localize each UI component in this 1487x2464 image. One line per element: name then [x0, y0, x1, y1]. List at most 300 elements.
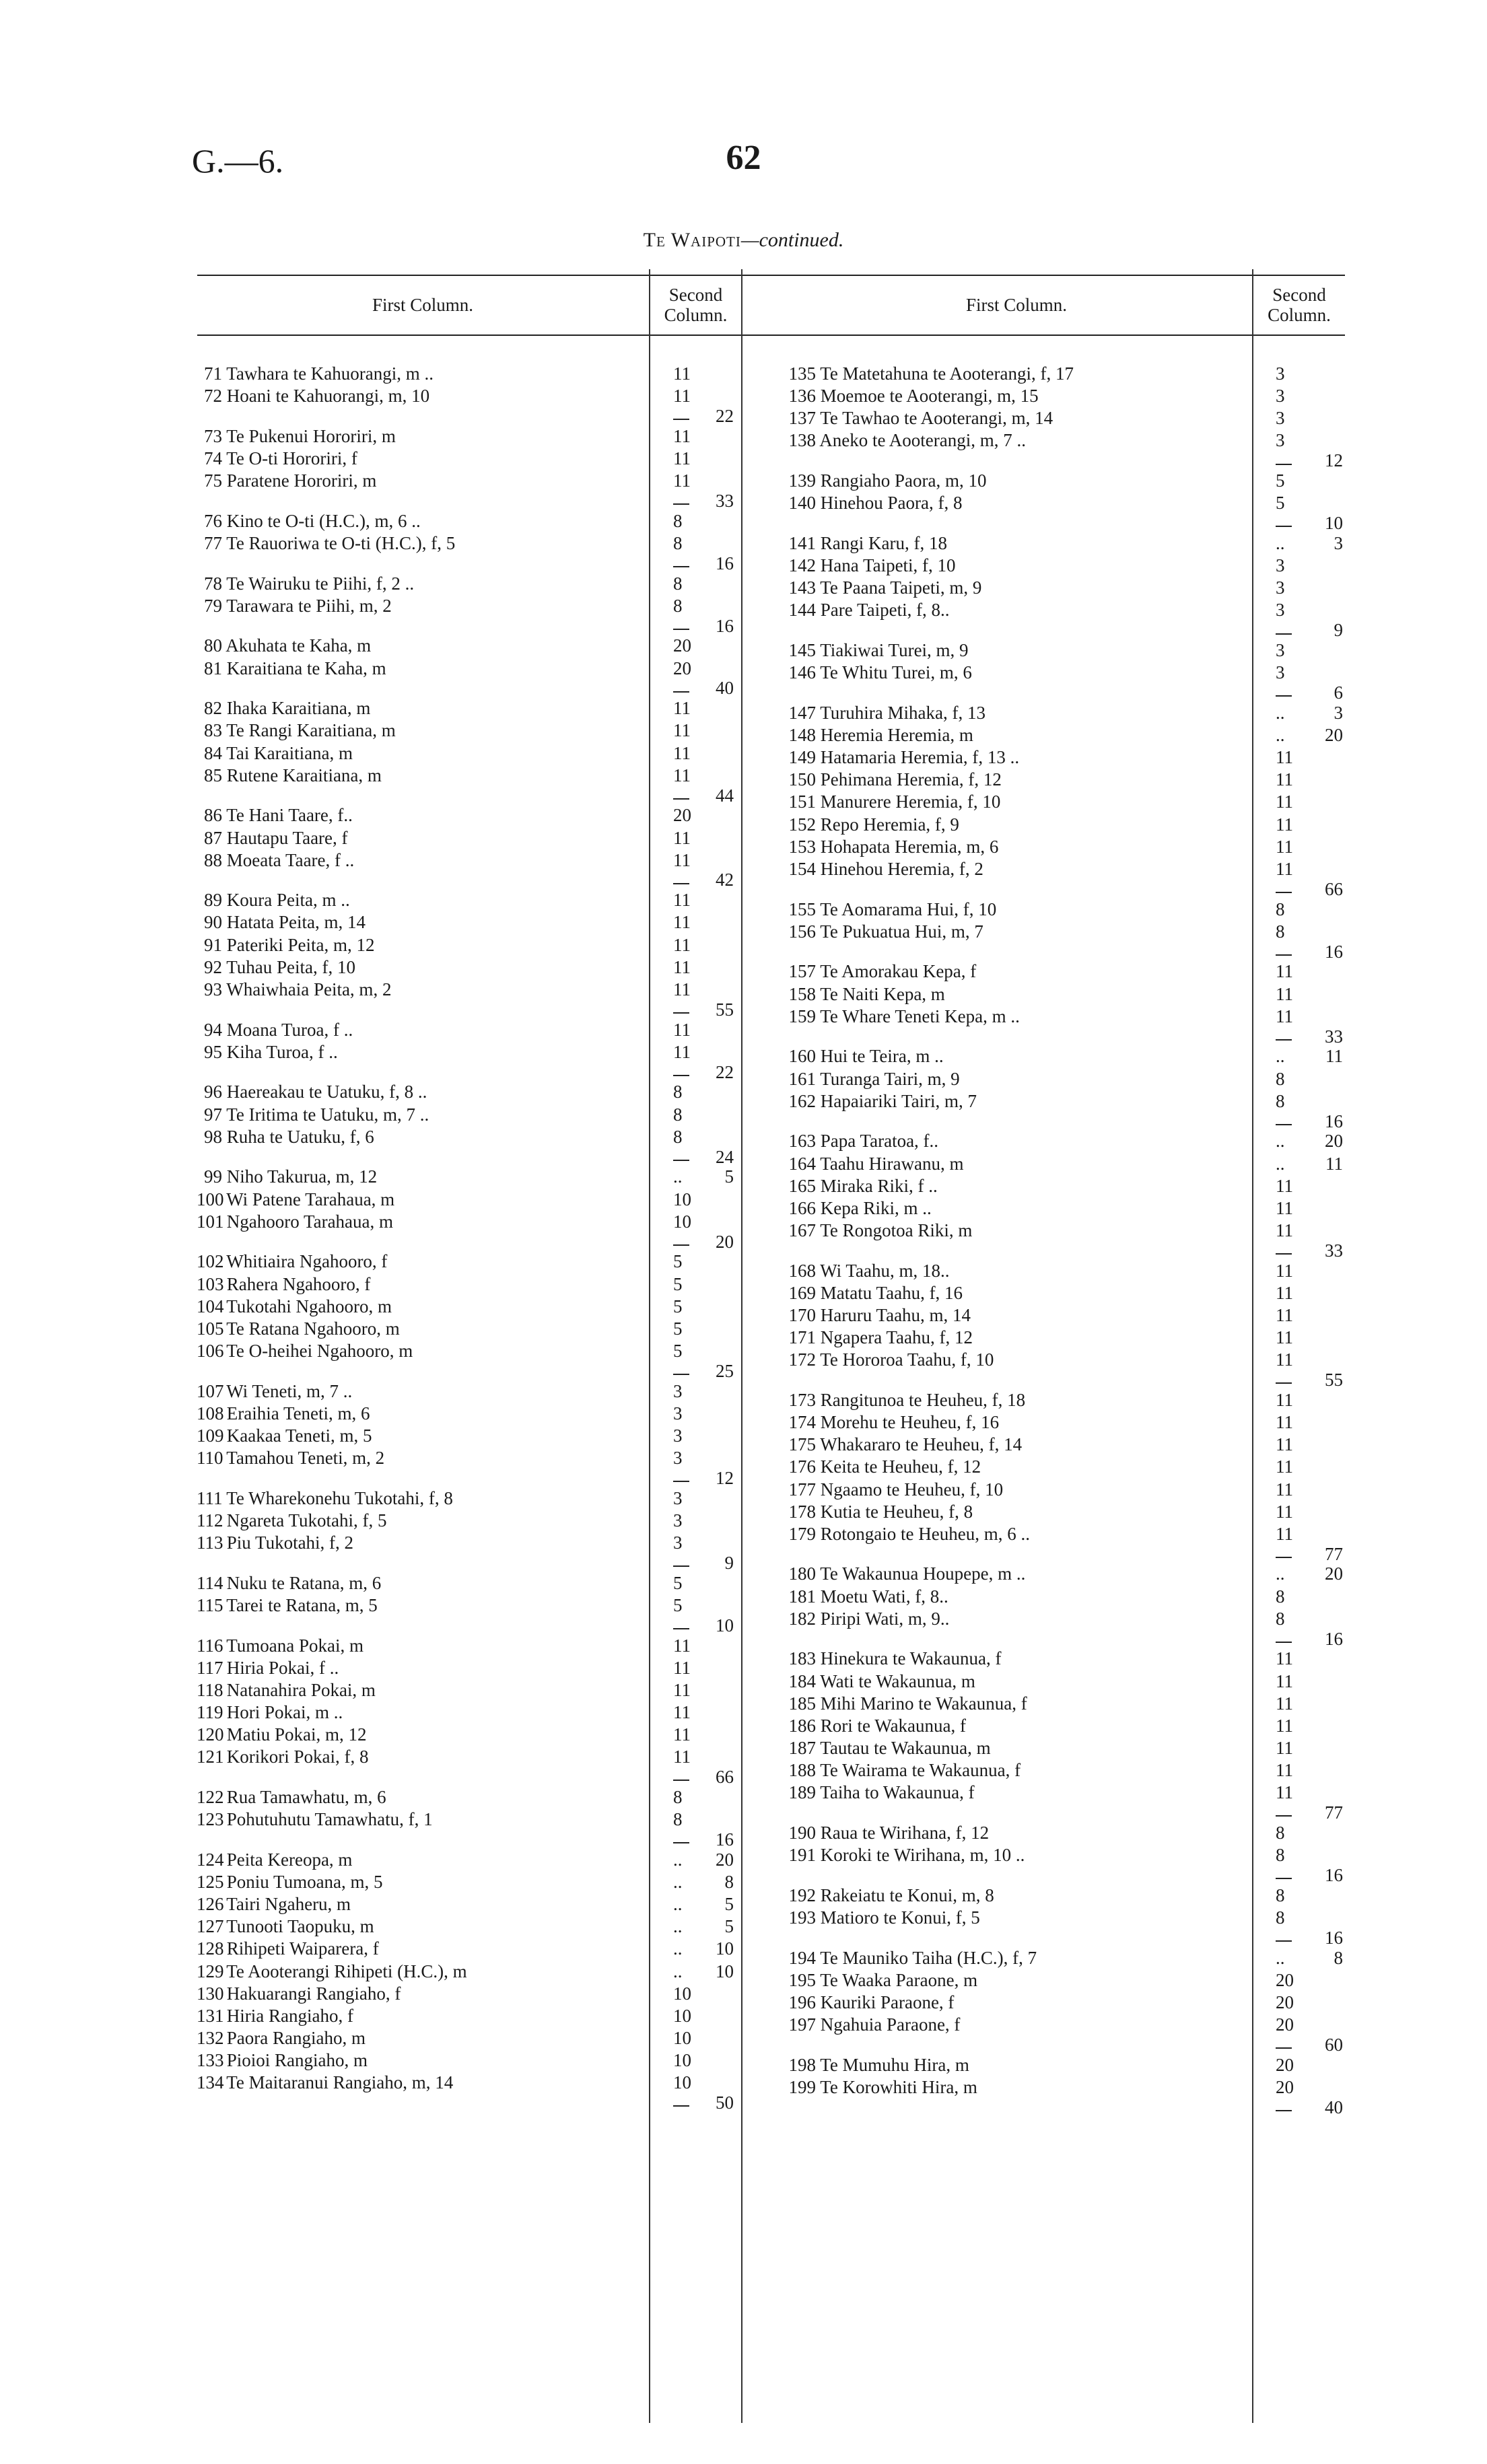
- left-entry-number: 122: [197, 1786, 224, 1807]
- left-entry-number: 87: [204, 827, 222, 848]
- left-second-column-value: ..: [673, 1894, 683, 1915]
- right-entry-number: 137: [788, 408, 816, 429]
- left-second-column-value: 11: [673, 912, 691, 933]
- right-entry-person: Ngapera Taahu, f, 12: [816, 1327, 973, 1348]
- left-subtotal: 10: [716, 1615, 734, 1635]
- right-entry-name: [781, 1305, 1185, 1326]
- right-entry-person: Te Naiti Kepa, m: [816, 983, 945, 1004]
- left-entry-number: 88: [204, 849, 222, 870]
- left-entry-number: 86: [204, 805, 222, 826]
- page-header: [0, 141, 1487, 195]
- left-second-column-value: 10: [673, 2005, 691, 2026]
- right-entry-name: [781, 430, 1185, 451]
- left-second-column-value: 5: [673, 1251, 683, 1272]
- left-second-column-value: ..: [673, 1166, 683, 1187]
- right-entry-number: 172: [788, 1349, 816, 1370]
- right-entry-number: 197: [788, 2014, 816, 2035]
- left-entry-person: Moana Turoa, f ..: [222, 1019, 353, 1040]
- right-entry-name: [781, 1069, 1185, 1090]
- left-entry-person: Koura Peita, m ..: [222, 890, 350, 911]
- left-entry-number: 128: [197, 1938, 224, 1959]
- right-entry-person: Heremia Heremia, m: [816, 725, 973, 746]
- left-entry-person: Tairi Ngaheru, m: [222, 1894, 351, 1915]
- left-subtotal: 25: [716, 1360, 734, 1381]
- left-entry-person: Te Hani Taare, f..: [222, 805, 353, 826]
- left-entry-number: 134: [197, 2072, 224, 2093]
- right-second-column-value: 11: [1276, 1434, 1293, 1455]
- left-entry-person: Matiu Pokai, m, 12: [222, 1724, 367, 1745]
- right-entry-person: Hinehou Heremia, f, 2: [816, 858, 983, 879]
- right-entry-person: Wi Taahu, m, 18..: [816, 1260, 950, 1281]
- right-second-column-value: 11: [1276, 1715, 1293, 1736]
- left-entry-number: 120: [197, 1724, 224, 1745]
- right-entry-row: [0, 1693, 1487, 1714]
- right-entry-row: [0, 747, 1487, 768]
- right-entry-row: [0, 363, 1487, 384]
- right-entry-number: 178: [788, 1501, 816, 1522]
- right-entry-name: [781, 1261, 1185, 1281]
- right-entry-name: [781, 1524, 1185, 1545]
- right-entry-number: 165: [788, 1175, 816, 1196]
- right-second-column-value: 8: [1276, 921, 1285, 942]
- right-entry-name: [781, 984, 1185, 1005]
- left-subtotal: 20: [716, 1231, 734, 1252]
- left-entry-number: 123: [197, 1809, 224, 1830]
- left-second-column-value: 10: [673, 2072, 691, 2093]
- left-entry-number: 126: [197, 1894, 224, 1915]
- left-subtotal-rule: [673, 1244, 689, 1246]
- left-entry-number: 75: [204, 470, 222, 491]
- right-second-column-value: 11: [1276, 1670, 1293, 1691]
- right-entry-number: 159: [788, 1006, 816, 1026]
- left-subtotal: 9: [724, 1552, 734, 1573]
- right-entry-name: [781, 555, 1185, 576]
- left-subtotal: 16: [716, 1829, 734, 1850]
- right-second-column-value: 11: [1276, 1260, 1293, 1281]
- left-entry-person: Hakuarangi Rangiaho, f: [222, 1983, 401, 2004]
- left-entry-person: Te Pukenui Hororiri, m: [222, 425, 396, 446]
- right-subtotal: 10: [1325, 513, 1343, 534]
- right-entry-name: [781, 1390, 1185, 1411]
- right-entry-number: 196: [788, 1992, 816, 2012]
- left-second-column-value: 3: [673, 1425, 683, 1446]
- right-subtotal-rule: [1276, 526, 1292, 527]
- right-entry-name: [781, 1992, 1185, 2013]
- right-entry-number: 194: [788, 1947, 816, 1968]
- left-entry-person: Hiria Rangiaho, f: [222, 2005, 353, 2026]
- right-entry-name: [781, 1046, 1185, 1067]
- left-entry-person: Hori Pokai, m ..: [222, 1702, 343, 1722]
- left-subtotal: 16: [716, 553, 734, 573]
- right-entry-number: 175: [788, 1434, 816, 1455]
- right-entry-row: [0, 386, 1487, 407]
- left-second-column-value: 8: [673, 1104, 683, 1125]
- left-entry-person: Te Maitaranui Rangiaho, m, 14: [222, 2072, 454, 2093]
- right-entry-number: 140: [788, 493, 816, 514]
- right-entry-number: 187: [788, 1738, 816, 1759]
- right-second-column-value: 11: [1276, 1327, 1293, 1348]
- right-entry-row: [0, 1671, 1487, 1692]
- left-second-column-value: 8: [673, 573, 683, 594]
- right-second-column-value: 3: [1276, 600, 1285, 621]
- left-second-column-value: 10: [673, 1983, 691, 2004]
- right-second-column-value: 8: [1276, 1907, 1285, 1928]
- left-second-column-value: 8: [673, 1082, 683, 1102]
- left-entry-person: Hoani te Kahuorangi, m, 10: [222, 386, 430, 407]
- right-second-column-value: 11: [1276, 1456, 1293, 1477]
- left-second-col-line2: Column.: [664, 305, 728, 325]
- right-entry-row: [0, 1586, 1487, 1607]
- right-second-column-value: 11: [1276, 1282, 1293, 1303]
- right-entry-person: Manurere Heremia, f, 10: [816, 791, 1001, 812]
- right-entry-name: [781, 662, 1185, 683]
- right-entry-number: 177: [788, 1479, 816, 1500]
- right-entry-number: 171: [788, 1327, 816, 1348]
- left-entry-number: 127: [197, 1916, 224, 1937]
- right-entry-person: Te Hororoa Taahu, f, 10: [816, 1349, 994, 1370]
- right-entry-person: Haruru Taahu, m, 14: [816, 1304, 971, 1325]
- left-entry-number: 77: [204, 532, 222, 553]
- left-second-column-value: 11: [673, 742, 691, 763]
- left-second-column-value: 11: [673, 425, 691, 446]
- right-entry-row: [0, 899, 1487, 920]
- right-second-column-value: 20: [1276, 2054, 1294, 2075]
- right-second-column-value: ..: [1276, 532, 1285, 553]
- right-second-column-value: 11: [1276, 769, 1293, 790]
- right-entry-person: Te Paana Taipeti, m, 9: [816, 577, 982, 598]
- left-entry-person: Te O-heihei Ngahooro, m: [222, 1340, 413, 1361]
- right-entry-person: Te Waaka Paraone, m: [816, 1969, 978, 1990]
- right-entry-name: [781, 640, 1185, 661]
- right-entry-person: Te Amorakau Kepa, f: [816, 961, 977, 982]
- left-second-column-value: 11: [673, 1635, 691, 1656]
- left-entry-name: [197, 511, 614, 532]
- right-entry-person: Turuhira Mihaka, f, 13: [816, 702, 985, 723]
- right-entry-number: 170: [788, 1304, 816, 1325]
- right-entry-number: 157: [788, 961, 816, 982]
- right-second-column-value: 3: [1276, 408, 1285, 429]
- right-entry-row: [0, 769, 1487, 790]
- right-subtotal: 33: [1325, 1026, 1343, 1047]
- right-entry-person: Te Mauniko Taiha (H.C.), f, 7: [816, 1947, 1037, 1968]
- left-entry-number: 115: [197, 1594, 223, 1615]
- left-second-column-value: ..: [673, 1849, 683, 1870]
- left-entry-number: 130: [197, 1983, 224, 2004]
- right-second-column-value: 11: [1276, 1389, 1293, 1410]
- right-entry-row: [0, 470, 1487, 491]
- right-entry-name: [781, 725, 1185, 746]
- right-entry-person: Matatu Taahu, f, 16: [816, 1282, 963, 1303]
- right-subtotal: 55: [1325, 1370, 1343, 1391]
- left-entry-person: Ihaka Karaitiana, m: [222, 698, 371, 719]
- right-subtotal: 20: [1325, 1131, 1343, 1152]
- right-second-column-value: 8: [1276, 1885, 1285, 1905]
- right-entry-number: 153: [788, 836, 816, 857]
- left-entry-person: Tuhau Peita, f, 10: [222, 956, 356, 977]
- left-entry-person: Whaiwhaia Peita, m, 2: [222, 979, 392, 999]
- right-entry-number: 150: [788, 769, 816, 790]
- right-second-column-value: 3: [1276, 577, 1285, 598]
- left-entry-person: Wi Patene Tarahaua, m: [222, 1189, 395, 1209]
- left-entry-person: Te Rauoriwa te O-ti (H.C.), f, 5: [222, 532, 456, 553]
- page-number: 62: [726, 139, 761, 177]
- right-entry-person: Rori te Wakaunua, f: [816, 1715, 967, 1736]
- left-entry-number: 131: [197, 2005, 224, 2026]
- left-entry-person: Te Ratana Ngahooro, m: [222, 1318, 400, 1339]
- left-entry-number: 95: [204, 1041, 222, 1062]
- right-entry-name: [781, 1479, 1185, 1500]
- right-entry-person: Ngaamo te Heuheu, f, 10: [816, 1479, 1004, 1500]
- left-second-column-value: 3: [673, 1510, 683, 1530]
- right-second-column-value: 8: [1276, 1068, 1285, 1089]
- right-entry-person: Matioro te Konui, f, 5: [816, 1907, 980, 1928]
- right-entry-row: [0, 1502, 1487, 1522]
- right-entry-row: [0, 1131, 1487, 1152]
- left-subtotal: 16: [716, 615, 734, 636]
- right-entry-number: 164: [788, 1153, 816, 1174]
- left-entry-person: Haereakau te Uatuku, f, 8 ..: [222, 1082, 427, 1102]
- right-subtotal: 77: [1325, 1543, 1343, 1564]
- right-entry-row: [0, 1907, 1487, 1948]
- right-entry-person: Hana Taipeti, f, 10: [816, 555, 956, 576]
- left-second-col-line1: Second: [668, 285, 723, 305]
- right-entry-person: Kepa Riki, m ..: [816, 1197, 932, 1218]
- left-second-column-value: 3: [673, 1487, 683, 1508]
- right-entry-number: 155: [788, 899, 816, 919]
- left-entry-number: 121: [197, 1747, 224, 1767]
- left-second-column-value: 11: [673, 386, 691, 407]
- left-entry-person: Tawhara te Kahuorangi, m ..: [222, 363, 434, 384]
- left-second-column-value: 20: [673, 805, 691, 826]
- left-entry-person: Te Iritima te Uatuku, m, 7 ..: [222, 1104, 429, 1125]
- right-entry-row: [0, 814, 1487, 835]
- left-first-column-header: First Column.: [372, 295, 474, 315]
- left-entry-number: 111: [197, 1487, 223, 1508]
- left-entry-person: Wi Teneti, m, 7 ..: [222, 1380, 353, 1401]
- table-title-name: Te Waipoti: [643, 229, 741, 251]
- left-subtotal: 44: [716, 785, 734, 806]
- right-entry-number: 174: [788, 1412, 816, 1433]
- left-second-column-value: 11: [673, 1679, 691, 1700]
- right-entry-person: Te Wakaunua Houpepe, m ..: [816, 1563, 1026, 1584]
- right-subtotal: 16: [1325, 1111, 1343, 1131]
- right-entry-name: [781, 1845, 1185, 1866]
- right-entry-row: [0, 1648, 1487, 1669]
- right-second-column-value: 11: [1276, 1782, 1293, 1803]
- left-entry-row: [0, 511, 1487, 532]
- left-entry-number: 114: [197, 1572, 223, 1593]
- right-entry-row: [0, 533, 1487, 554]
- right-entry-name: [781, 363, 1185, 384]
- right-entry-row: [0, 1154, 1487, 1174]
- left-second-column-value: 11: [673, 698, 691, 719]
- left-entry-number: 80: [204, 635, 222, 656]
- left-subtotal-rule: [673, 1374, 689, 1375]
- right-entry-row: [0, 405, 1487, 429]
- right-second-column-header: [1253, 276, 1345, 334]
- right-entry-name: [781, 1434, 1185, 1455]
- left-entry-number: 107: [197, 1380, 224, 1401]
- right-entry-row: [0, 961, 1487, 982]
- right-entry-number: 143: [788, 577, 816, 598]
- left-second-column-value: 10: [673, 1211, 691, 1232]
- left-entry-number: 84: [204, 742, 222, 763]
- left-entry-person: Pateriki Peita, m, 12: [222, 934, 375, 955]
- left-entry-number: 98: [204, 1126, 222, 1147]
- right-second-column-value: 5: [1276, 493, 1285, 514]
- right-entry-number: 152: [788, 814, 816, 835]
- left-entry-number: 92: [204, 956, 222, 977]
- right-entry-person: Piripi Wati, m, 9..: [816, 1608, 950, 1629]
- right-entry-row: [0, 1885, 1487, 1906]
- right-entry-number: 193: [788, 1907, 816, 1928]
- right-entry-person: Kutia te Heuheu, f, 8: [816, 1501, 973, 1522]
- right-second-column-value: 11: [1276, 858, 1293, 879]
- left-second-column-value: 11: [673, 765, 691, 785]
- document-code: G.—6.: [192, 142, 284, 180]
- right-entry-number: 167: [788, 1220, 816, 1240]
- right-second-column-value: 8: [1276, 1586, 1285, 1607]
- right-entry-name: [781, 577, 1185, 598]
- left-entry-person: Te Rangi Karaitiana, m: [222, 720, 396, 741]
- left-entry-person: Hautapu Taare, f: [222, 827, 348, 848]
- right-entry-number: 162: [788, 1090, 816, 1111]
- right-subtotal-rule: [1276, 1940, 1292, 1942]
- right-entry-number: 181: [788, 1586, 816, 1607]
- right-entry-number: 168: [788, 1260, 816, 1281]
- right-entry-person: Aneko te Aooterangi, m, 7 ..: [816, 430, 1026, 451]
- right-entry-number: 195: [788, 1969, 816, 1990]
- right-subtotal-rule: [1276, 1815, 1292, 1817]
- right-entry-name: [781, 470, 1185, 491]
- right-entry-person: Pehimana Heremia, f, 12: [816, 769, 1002, 790]
- right-subtotal-rule: [1276, 1253, 1292, 1255]
- right-second-column-value: ..: [1276, 1046, 1285, 1067]
- right-second-column-value: ..: [1276, 725, 1285, 746]
- right-entry-row: [0, 1305, 1487, 1326]
- right-entry-person: Te Korowhiti Hira, m: [816, 2076, 977, 2097]
- right-entry-number: 182: [788, 1608, 816, 1629]
- right-entry-row: [0, 1198, 1487, 1219]
- right-subtotal-rule: [1276, 1124, 1292, 1125]
- right-entry-name: [781, 1671, 1185, 1692]
- right-entry-row: [0, 1412, 1487, 1433]
- right-entry-row: [0, 1970, 1487, 1991]
- right-entry-name: [781, 921, 1185, 942]
- right-second-column-value: 3: [1276, 662, 1285, 683]
- right-entry-person: Rotongaio te Heuheu, m, 6 ..: [816, 1523, 1030, 1544]
- left-entry-person: Nuku te Ratana, m, 6: [222, 1572, 382, 1593]
- right-entry-person: Ngahuia Paraone, f: [816, 2014, 961, 2035]
- left-entry-number: 129: [197, 1961, 224, 1981]
- left-subtotal: 5: [724, 1916, 734, 1937]
- right-entry-name: [781, 1198, 1185, 1219]
- right-entry-row: [0, 1176, 1487, 1197]
- right-entry-name: [781, 1456, 1185, 1477]
- left-subtotal: 5: [724, 1166, 734, 1187]
- right-entry-person: Hatamaria Heremia, f, 13 ..: [816, 747, 1020, 768]
- left-second-column-value: 11: [673, 448, 691, 468]
- right-entry-person: Hapaiariki Tairi, m, 7: [816, 1090, 977, 1111]
- left-entry-person: Paora Rangiaho, m: [222, 2027, 366, 2048]
- right-entry-number: 192: [788, 1885, 816, 1905]
- right-subtotal-rule: [1276, 1878, 1292, 1879]
- right-entry-name: [781, 1502, 1185, 1522]
- right-subtotal: 16: [1325, 1927, 1343, 1948]
- left-entry-person: Korikori Pokai, f, 8: [222, 1747, 369, 1767]
- left-second-column-value: ..: [673, 1916, 683, 1937]
- right-entry-name: [781, 859, 1185, 880]
- right-entry-person: Te Tawhao te Aooterangi, m, 14: [816, 408, 1053, 429]
- right-entry-number: 184: [788, 1670, 816, 1691]
- right-entry-name: [781, 2014, 1185, 2035]
- right-entry-row: [0, 1823, 1487, 1843]
- right-second-column-value: 3: [1276, 430, 1285, 451]
- left-entry-person: Whitiaira Ngahooro, f: [222, 1251, 388, 1272]
- right-entry-person: Te Mumuhu Hira, m: [816, 2054, 969, 2075]
- right-entry-name: [781, 1131, 1185, 1152]
- right-subtotal-rule: [1276, 2047, 1292, 2049]
- right-entry-person: Te Rongotoa Riki, m: [816, 1220, 973, 1240]
- right-entry-name: [781, 1970, 1185, 1991]
- left-entry-person: Rahera Ngahooro, f: [222, 1273, 371, 1294]
- right-entry-person: Te Matetahuna te Aooterangi, f, 17: [816, 363, 1074, 384]
- left-entry-person: Tamahou Teneti, m, 2: [222, 1448, 385, 1469]
- left-entry-person: Akuhata te Kaha, m: [222, 635, 372, 656]
- left-second-column-value: 8: [673, 1786, 683, 1807]
- right-second-column-value: 3: [1276, 363, 1285, 384]
- left-entry-person: Kiha Turoa, f ..: [222, 1041, 338, 1062]
- right-entry-number: 146: [788, 662, 816, 683]
- right-entry-person: Hui te Teira, m ..: [816, 1046, 944, 1067]
- right-subtotal-rule: [1276, 1039, 1292, 1041]
- right-subtotal-rule: [1276, 1642, 1292, 1643]
- left-second-column-value: 11: [673, 849, 691, 870]
- left-subtotal: 22: [716, 405, 734, 426]
- right-second-column-value: 11: [1276, 747, 1293, 768]
- right-subtotal: 11: [1325, 1153, 1343, 1174]
- left-entry-person: Te Wairuku te Piihi, f, 2 ..: [222, 573, 415, 594]
- right-subtotal-rule: [1276, 1557, 1292, 1558]
- right-second-column-value: ..: [1276, 1131, 1285, 1152]
- right-subtotal: 20: [1325, 725, 1343, 746]
- right-second-column-value: 3: [1276, 555, 1285, 576]
- right-entry-number: 163: [788, 1131, 816, 1152]
- left-entry-number: 124: [197, 1849, 224, 1870]
- right-entry-number: 141: [788, 532, 816, 553]
- left-second-column-value: 11: [673, 1747, 691, 1767]
- right-second-column-value: 8: [1276, 899, 1285, 919]
- right-entry-row: [0, 1523, 1487, 1564]
- right-entry-person: Koroki te Wirihana, m, 10 ..: [816, 1845, 1025, 1866]
- right-first-column-header: First Column.: [965, 295, 1068, 315]
- right-entry-name: [781, 1283, 1185, 1304]
- left-entry-number: 133: [197, 2050, 224, 2071]
- right-entry-person: Taahu Hirawanu, m: [816, 1153, 964, 1174]
- left-entry-number: 89: [204, 890, 222, 911]
- right-entry-number: 138: [788, 430, 816, 451]
- right-second-column-value: 11: [1276, 1479, 1293, 1500]
- right-entry-person: Te Whare Teneti Kepa, m ..: [816, 1006, 1020, 1026]
- left-subtotal: 42: [716, 870, 734, 890]
- left-second-column-value: 8: [673, 1809, 683, 1830]
- right-entry-row: [0, 1456, 1487, 1477]
- right-entry-name: [781, 899, 1185, 920]
- left-entry-number: 83: [204, 720, 222, 741]
- right-entry-number: 149: [788, 747, 816, 768]
- right-second-column-value: 8: [1276, 1608, 1285, 1629]
- right-entry-person: Turanga Tairi, m, 9: [816, 1068, 960, 1089]
